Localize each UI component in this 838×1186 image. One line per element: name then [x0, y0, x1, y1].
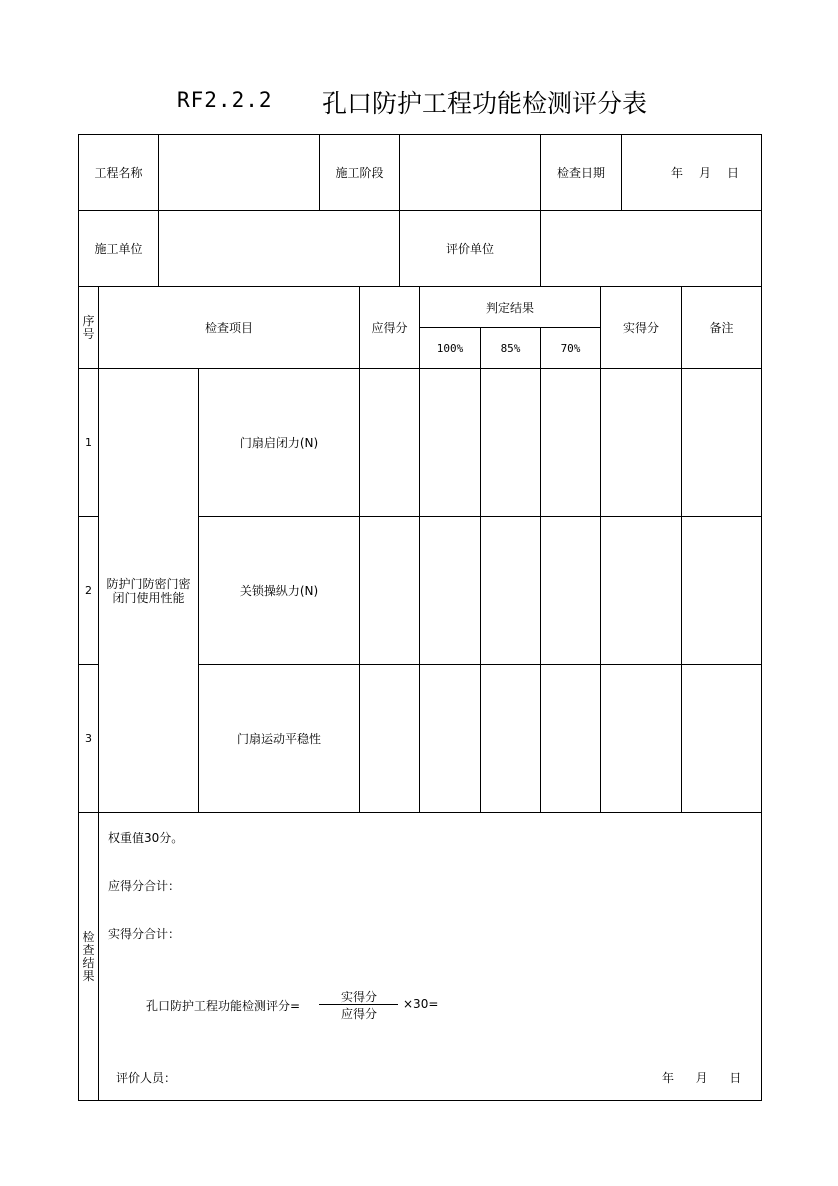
- evaluation-unit-field[interactable]: [541, 211, 761, 286]
- judge-header: 判定结果: [485, 300, 534, 315]
- actual-total-text: 实得分合计：: [108, 927, 181, 941]
- item-header: 检查项目: [204, 321, 253, 335]
- pct-85-header: 85%: [500, 341, 521, 355]
- remark-header: 备注: [709, 321, 734, 335]
- formula-denominator: 应得分: [340, 1007, 377, 1021]
- row-2-item: 关锁操纵力(N): [239, 584, 319, 598]
- project-name-label: 工程名称: [94, 166, 143, 180]
- row-3-seq: 3: [85, 732, 92, 745]
- formula-numerator: 实得分: [340, 990, 377, 1004]
- form-title: 孔口防护工程功能检测评分表: [322, 89, 648, 118]
- row-3-item: 门扇运动平稳性: [236, 732, 321, 746]
- stage-field[interactable]: [400, 135, 540, 210]
- row-1-seq: 1: [85, 436, 92, 449]
- seq-header: 序 号: [82, 313, 95, 341]
- evaluation-unit-label: 评价单位: [445, 242, 494, 256]
- formula-suffix: ×30=: [403, 997, 439, 1011]
- date-day: 日: [726, 166, 739, 180]
- result-month: 月: [695, 1071, 708, 1085]
- row-2-seq: 2: [85, 584, 92, 597]
- due-score-header: 应得分: [371, 321, 408, 335]
- check-date-label: 检查日期: [556, 166, 605, 180]
- result-date: [662, 1069, 741, 1086]
- group-label: 防护门防密门密 闭门使用性能: [106, 576, 191, 605]
- due-total-text: 应得分合计：: [108, 879, 181, 893]
- actual-score-header: 实得分: [622, 321, 659, 335]
- result-label: 检 查 结 果: [82, 929, 95, 983]
- pct-70-header: 70%: [560, 341, 581, 355]
- construction-unit-label: 施工单位: [94, 242, 143, 256]
- check-date-field[interactable]: [622, 135, 761, 210]
- form-code: RF2.2.2: [177, 88, 273, 112]
- weight-text: 权重值30分。: [108, 831, 184, 845]
- formula-prefix: 孔口防护工程功能检测评分=: [146, 999, 301, 1013]
- construction-unit-field[interactable]: [159, 211, 399, 286]
- date-year: 年: [670, 166, 683, 180]
- result-day: 日: [729, 1071, 742, 1085]
- evaluator-label: 评价人员：: [116, 1071, 177, 1085]
- project-name-field[interactable]: [159, 135, 319, 210]
- pct-100-header: 100%: [436, 341, 464, 355]
- stage-label: 施工阶段: [335, 166, 384, 180]
- result-year: 年: [662, 1071, 675, 1085]
- date-month: 月: [698, 166, 711, 180]
- row-1-item: 门扇启闭力(N): [239, 436, 319, 450]
